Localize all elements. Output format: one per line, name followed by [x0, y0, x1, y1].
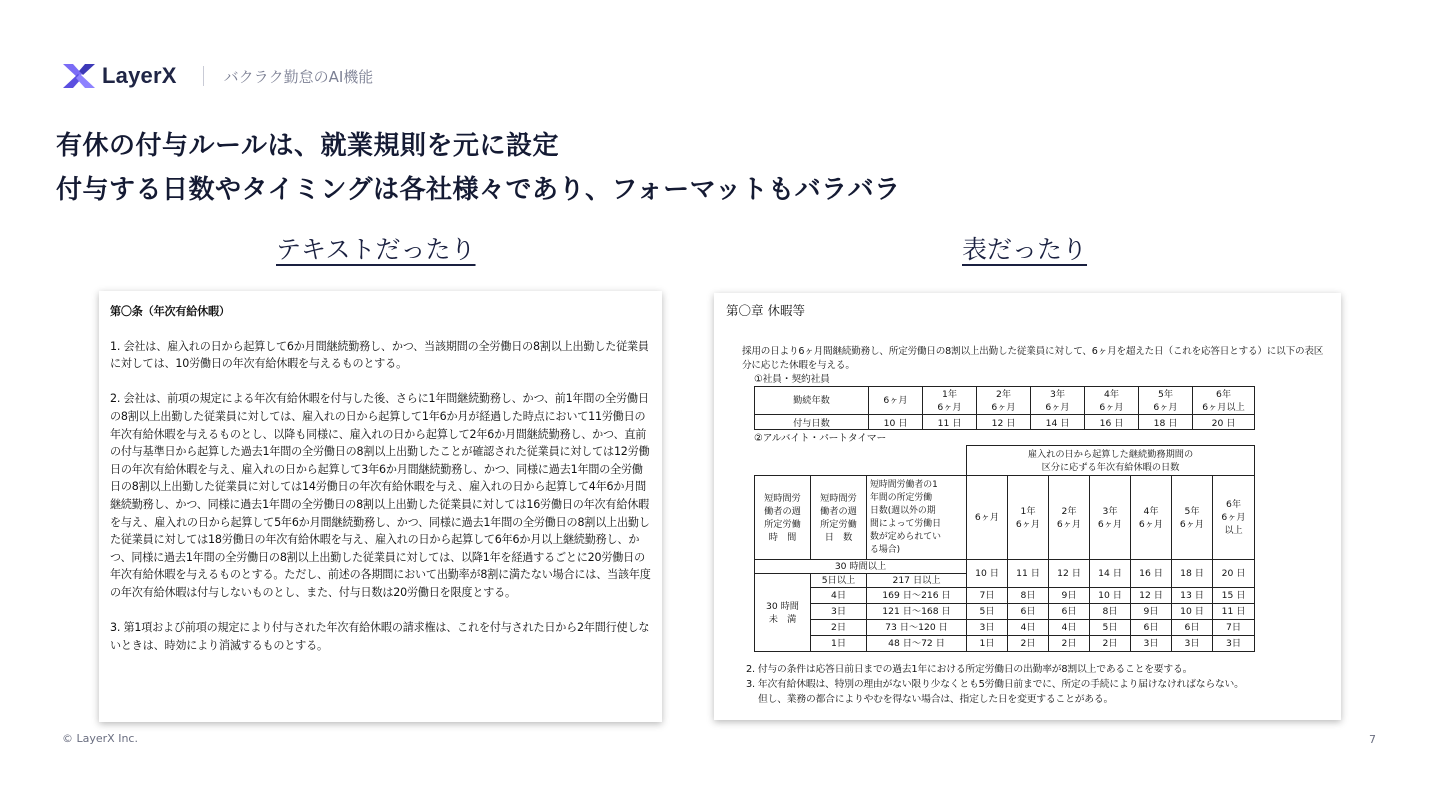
table-row [755, 636, 1255, 652]
article-paragraph-1: 1. 会社は、雇入れの日から起算して6か月間継続勤務し、かつ、当該期間の全労働日の8割以上出勤した従業員に対しては、10労働日の年次有給休暇を与えるものとする。 [110, 339, 649, 371]
note-2: 2. 付与の条件は応答日前日までの過去1年における所定労働日の出勤率が8割以上であることを要する。 [746, 664, 1193, 675]
table-cell: 30 時間以上 [755, 560, 967, 574]
table-cell: 1日 [811, 636, 867, 652]
table-cell: 8日 [1008, 588, 1049, 604]
header-subtitle: バクラク勤怠のAI機能 [223, 67, 374, 86]
table-header-cell: 6ヶ月 [869, 387, 923, 415]
table-cell: 5日 [1090, 620, 1131, 636]
table-cell: 付与日数 [755, 415, 869, 430]
table-cell: 3日 [811, 604, 867, 620]
left-column-title: テキストだったり [276, 235, 476, 264]
table-cell: 9日 [1131, 604, 1172, 620]
table-header-cell: 6年 6ヶ月以上 [1193, 387, 1255, 415]
section-2-label: ②アルバイト・パートタイマー [754, 433, 887, 444]
table-cell: 3日 [1172, 636, 1213, 652]
table-cell: 16 日 [1085, 415, 1139, 430]
table-cell: 5日 [967, 604, 1008, 620]
table-row [755, 415, 1255, 430]
table-cell: 217 日以上 [867, 574, 967, 588]
page-number: 7 [1369, 733, 1376, 746]
copyright: © LayerX Inc. [62, 732, 138, 745]
table-cell: 8日 [1090, 604, 1131, 620]
table-cell: 121 日～168 日 [867, 604, 967, 620]
table-header-cell: 短時間労 働者の週 所定労働 時 間 [755, 476, 811, 560]
table-blank-cell [755, 446, 967, 476]
logo-text: LayerX [102, 63, 177, 88]
table-row [755, 560, 1255, 574]
table-cell: 18 日 [1172, 560, 1213, 588]
table-header-cell: 3年 6ヶ月 [1090, 476, 1131, 560]
table-cell: 11 日 [1008, 560, 1049, 588]
table-cell: 2日 [811, 620, 867, 636]
regular-employee-table [754, 386, 1255, 430]
table-cell: 11 日 [923, 415, 977, 430]
table-row [755, 446, 1255, 476]
table-cell: 7日 [1213, 620, 1255, 636]
table-cell: 1日 [967, 636, 1008, 652]
table-cell: 4日 [811, 588, 867, 604]
part-time-table [754, 445, 1255, 652]
table-cell: 169 日～216 日 [867, 588, 967, 604]
table-rules-document [714, 293, 1341, 720]
table-header-cell: 5年 6ヶ月 [1172, 476, 1213, 560]
table-header-cell: 短時間労 働者の週 所定労働 日 数 [811, 476, 867, 560]
table-cell: 3日 [967, 620, 1008, 636]
table-cell: 9日 [1049, 588, 1090, 604]
article-paragraph-3: 3. 第1項および前項の規定により付与された年次有給休暇の請求権は、これを付与された日から2年間行使しないときは、時効により消滅するものとする。 [110, 621, 650, 652]
table-cell: 4日 [1049, 620, 1090, 636]
table-cell: 14 日 [1031, 415, 1085, 430]
table-notes [746, 662, 1329, 707]
table-cell: 7日 [967, 588, 1008, 604]
table-cell: 6日 [1131, 620, 1172, 636]
layerx-logo-icon [62, 61, 96, 91]
headline-line-2: 付与する日数やタイミングは各社様々であり、フォーマットもバラバラ [56, 175, 901, 205]
table-cell: 12 日 [977, 415, 1031, 430]
table-row [755, 476, 1255, 560]
section-1-label: ①社員・契約社員 [754, 374, 830, 385]
chapter-title: 第〇章 休暇等 [726, 303, 805, 318]
table-header-cell: 2年 6ヶ月 [1049, 476, 1090, 560]
table-cell: 18 日 [1139, 415, 1193, 430]
table-row [755, 588, 1255, 604]
table-header-cell: 1年 6ヶ月 [1008, 476, 1049, 560]
table-header-cell: 短時間労働者の1 年間の所定労働 日数(週以外の期 間によって労働日 数が定められてい る場合) [867, 476, 967, 560]
table-cell: 10 日 [869, 415, 923, 430]
table-cell: 12 日 [1131, 588, 1172, 604]
table-header-cell: 4年 6ヶ月 [1131, 476, 1172, 560]
article-title: 第〇条（年次有給休暇） [110, 305, 230, 318]
table-cell: 6日 [1172, 620, 1213, 636]
table-cell: 13 日 [1172, 588, 1213, 604]
table-header-cell: 3年 6ヶ月 [1031, 387, 1085, 415]
table-cell: 2日 [1008, 636, 1049, 652]
table-cell: 6日 [1049, 604, 1090, 620]
table-cell: 16 日 [1131, 560, 1172, 588]
table-cell: 30 時間 未 満 [755, 574, 811, 652]
table-cell: 48 日～72 日 [867, 636, 967, 652]
right-column-title: 表だったり [962, 235, 1088, 264]
table-header-cell: 6年 6ヶ月 以上 [1213, 476, 1255, 560]
page-title [56, 124, 901, 212]
table-cell: 3日 [1213, 636, 1255, 652]
table-cell: 14 日 [1090, 560, 1131, 588]
table-cell: 10 日 [967, 560, 1008, 588]
table-cell: 10 日 [1090, 588, 1131, 604]
table-cell: 3日 [1131, 636, 1172, 652]
table-cell: 73 日～120 日 [867, 620, 967, 636]
article-paragraph-2: 2. 会社は、前項の規定による年次有給休暇を付与した後、さらに1年間継続勤務し、かつ、前1年間の全労働日の8割以上出勤した従業員に対しては、雇入れの日から起算して1年6か月が経過した時点において11労働日の年次有給休暇を与えるものとし、以降も同様に、雇入れの日から起算して2年6か月間継続勤務し、かつ、直前の付与基準日から起算した過去1年間の全労働日の8割以上出勤したことが確認された従業員に対しては12労働日の年次有給休暇を与え、雇入れの日から起算して3年6か月間継続勤務し、かつ、同様に過去1年間の全労働日の8割以上出勤した従業員に対しては14労働日の年次有給休暇を与え、雇入れの日から起算して4年6か月間継続勤務し、かつ、同様に過去1年間の全労働日の8割以上出勤した従業員に対しては16労働日の年次有給休暇を与え、雇入れの日から起算して5年6か月間継続勤務し、かつ、同様に過去1年間の全労働日の8割以上出勤した従業員に対しては18労働日の年次有給休暇を与え、雇入れの日から起算して6年6か月以上継続勤務し、かつ、同様に過去1年間の全労働日の8割以上出勤した従業員に対しては、以降1年を経過するごとに20労働日の年次有給休暇を与えるものとする。ただし、前述の各期間において出勤率が8割に満たない場合には、当該年度の年次有給休暇は付与しないものとし、また、付与日数は20労働日を限度とする。 [110, 392, 651, 599]
table-row [755, 620, 1255, 636]
table-cell: 20 日 [1213, 560, 1255, 588]
table-cell: 12 日 [1049, 560, 1090, 588]
table-cell: 2日 [1090, 636, 1131, 652]
table-cell: 11 日 [1213, 604, 1255, 620]
table-cell: 2日 [1049, 636, 1090, 652]
note-3-continued: 但し、業務の都合によりやむを得ない場合は、指定した日を変更することがある。 [758, 694, 1114, 705]
table-header-cell: 雇入れの日から起算した継続勤務期間の 区分に応ずる年次有給休暇の日数 [967, 446, 1255, 476]
table-header-cell: 5年 6ヶ月 [1139, 387, 1193, 415]
table-cell: 6日 [1008, 604, 1049, 620]
table-header-cell: 2年 6ヶ月 [977, 387, 1031, 415]
headline-line-1: 有休の付与ルールは、就業規則を元に設定 [56, 131, 559, 161]
table-cell: 20 日 [1193, 415, 1255, 430]
header-divider [203, 66, 204, 86]
table-header-cell: 1年 6ヶ月 [923, 387, 977, 415]
table-cell: 5日以上 [811, 574, 867, 588]
header [62, 60, 373, 92]
table-cell: 15 日 [1213, 588, 1255, 604]
table-cell: 4日 [1008, 620, 1049, 636]
table-row [755, 387, 1255, 415]
table-row [755, 604, 1255, 620]
table-cell: 10 日 [1172, 604, 1213, 620]
note-3: 3. 年次有給休暇は、特別の理由がない限り少なくとも5労働日前までに、所定の手続により届けなければならない。 [746, 679, 1244, 690]
table-header-cell: 6ヶ月 [967, 476, 1008, 560]
text-rules-document [99, 291, 662, 722]
table-header-cell: 勤続年数 [755, 387, 869, 415]
chapter-intro: 採用の日より6ヶ月間継続勤務し、所定労働日の8割以上出勤した従業員に対して、6ヶ月を超えた日（これを応答日とする）に以下の表区分に応じた休暇を与える。 [742, 346, 1324, 371]
table-header-cell: 4年 6ヶ月 [1085, 387, 1139, 415]
